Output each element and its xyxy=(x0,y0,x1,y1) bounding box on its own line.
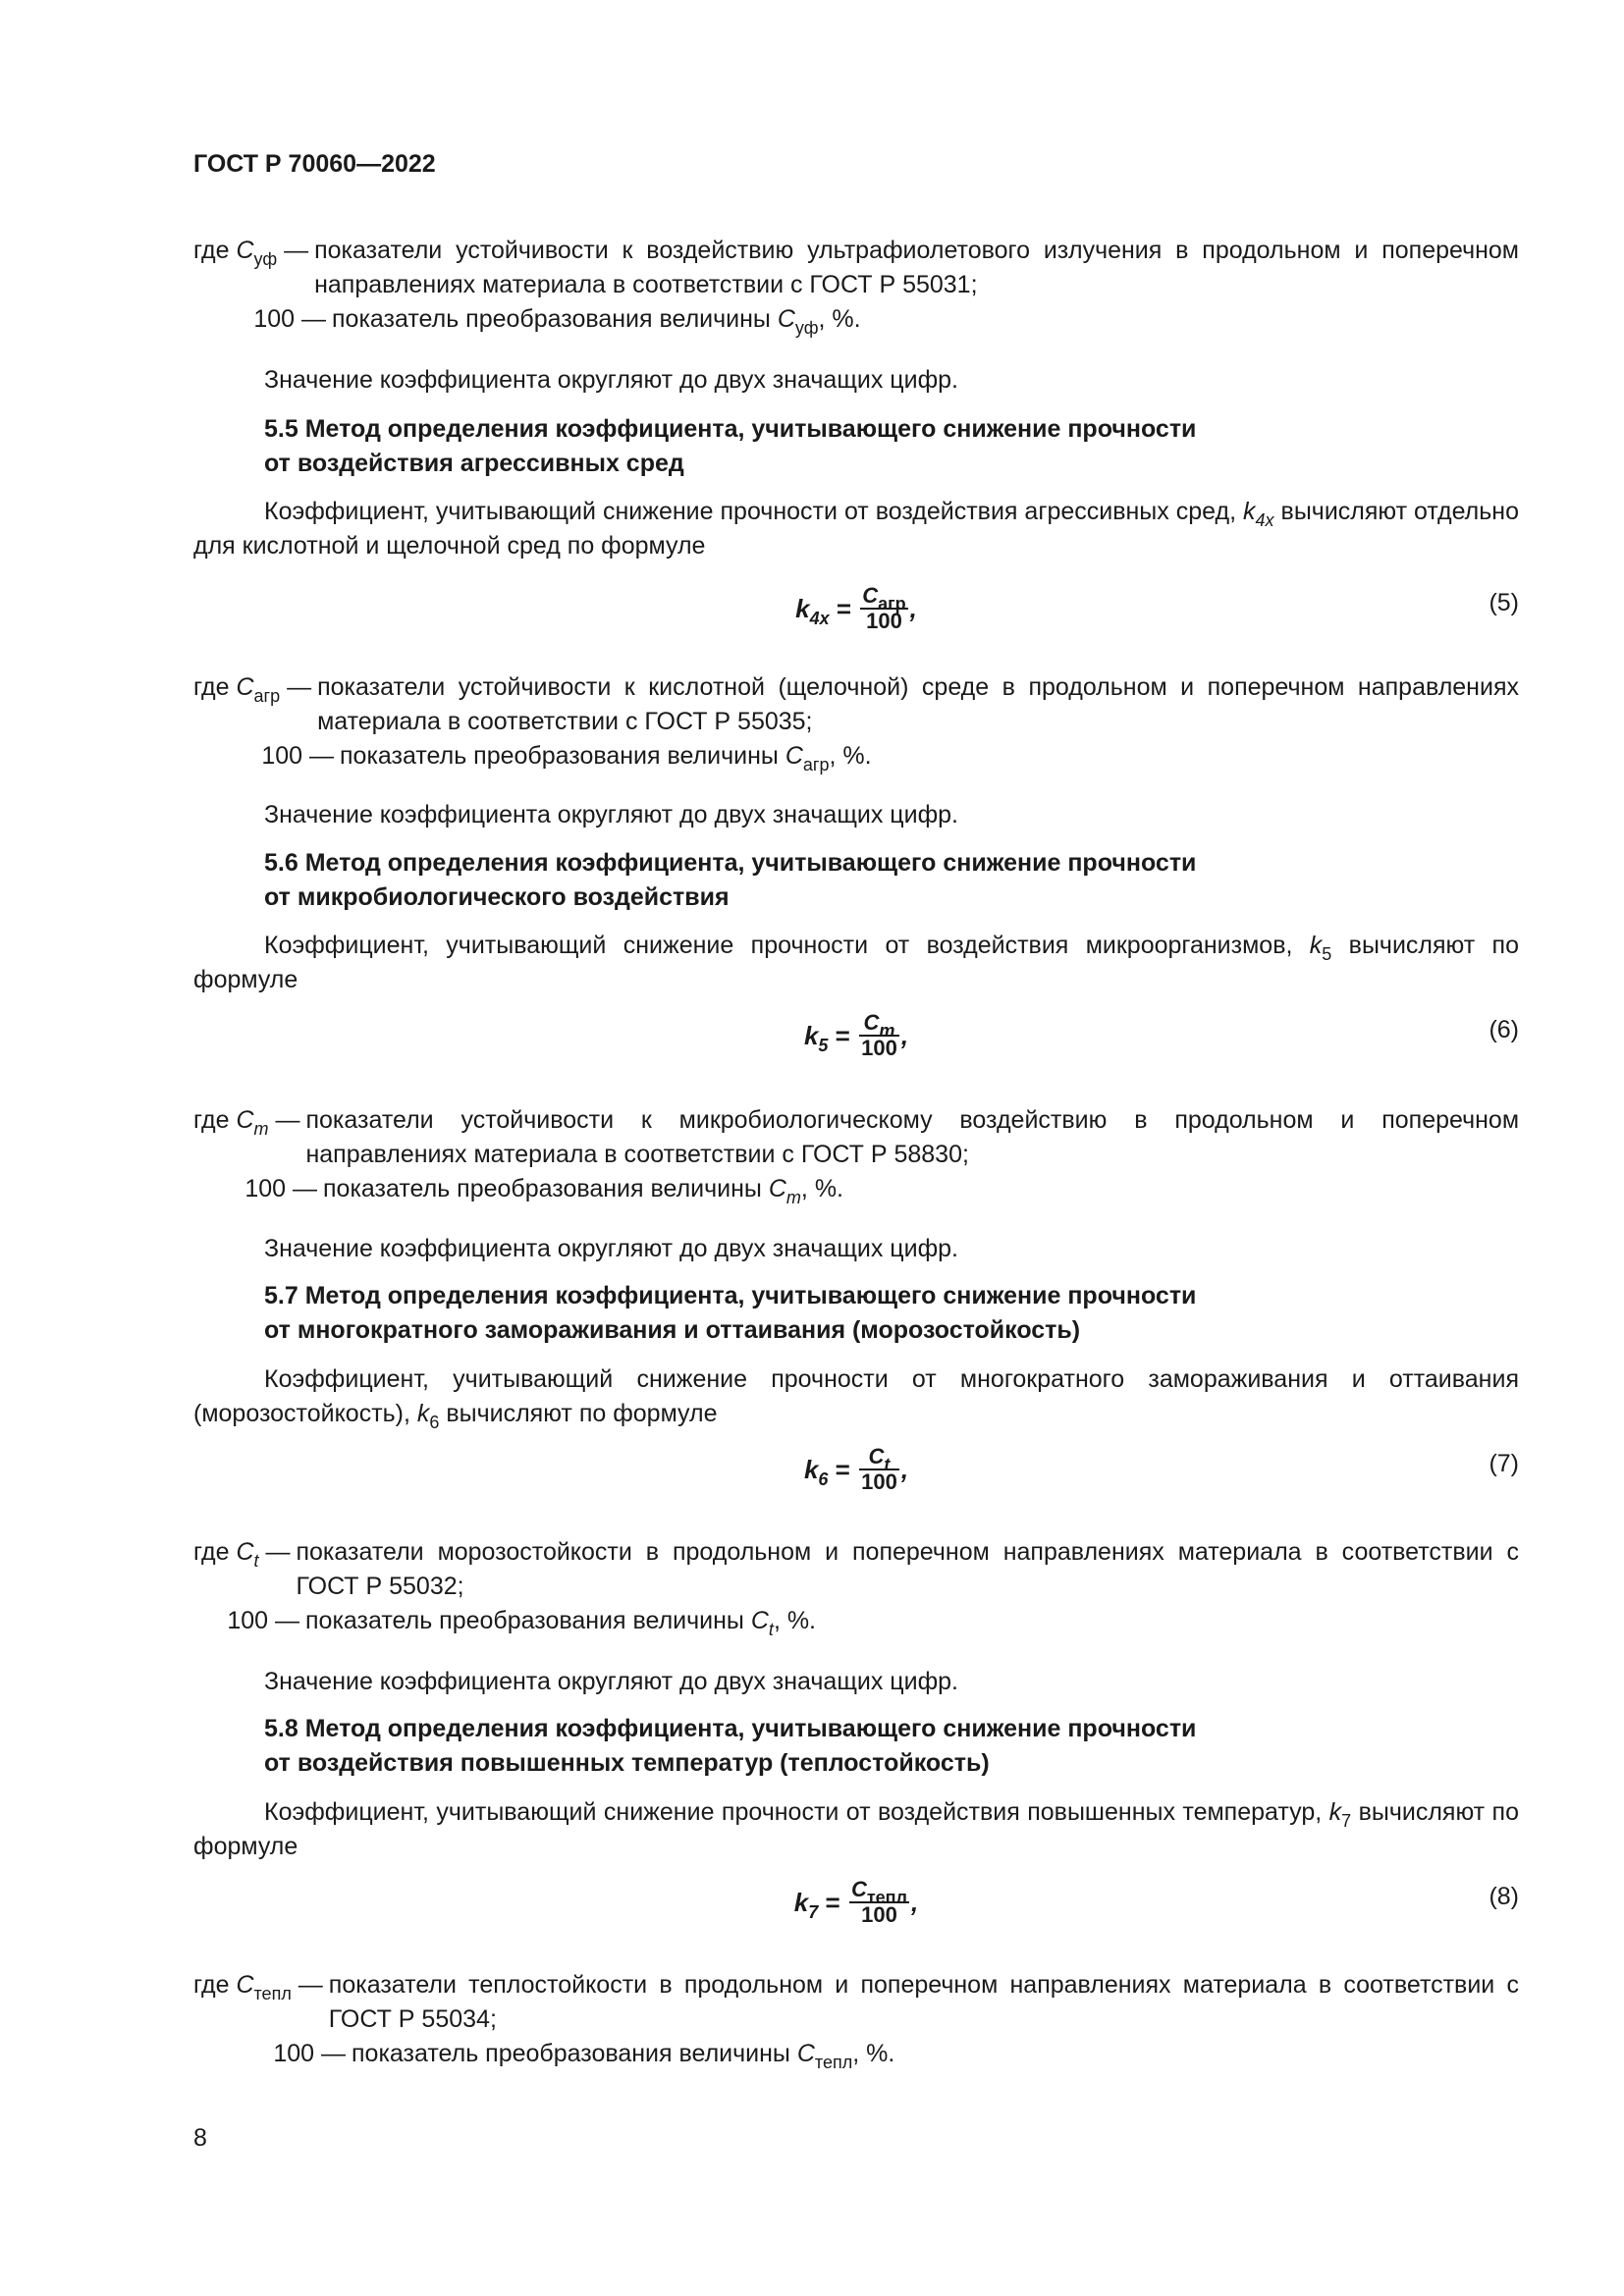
definition-row xyxy=(193,1968,1519,2037)
definition-text: показатель преобразования величины $C_{агр}$, %. xyxy=(340,742,872,774)
formula-5 xyxy=(193,584,1519,653)
formula-expression: $k_{4x}$ = $\frac{C_{агр}}{100}$ , xyxy=(795,583,917,633)
definition-text: показатель преобразования величины $C_{тепл}$, %. xyxy=(352,2040,895,2072)
definition-row xyxy=(193,234,1519,302)
definition-text: показатель преобразования величины $C_{уф}$, %. xyxy=(332,305,861,338)
definition-text: показатели теплостойкости в продольном и поперечном направлениях материала в соответствии с ГОСТ Р 55034; xyxy=(328,1971,1519,2033)
definition-row xyxy=(193,1604,1519,1638)
section-intro-5-7: Коэффициент, учитывающий снижение прочности от многократного замораживания и оттаивания (морозостойкость), $k_6$ вычисляют по формуле xyxy=(193,1365,1519,1432)
rounding-note: Значение коэффициента округляют до двух значащих цифр. xyxy=(264,1668,958,1695)
definition-text: показатели морозостойкости в продольном и поперечном направлениях материала в соответствии с ГОСТ Р 55032; xyxy=(296,1538,1519,1600)
definitions-5-5 xyxy=(193,670,1519,774)
formula-number: (6) xyxy=(1489,1016,1519,1043)
definition-text: показатели устойчивости к кислотной (щелочной) среде в продольном и поперечном направлениях материала в соответствии с ГОСТ Р 55035; xyxy=(317,673,1519,735)
definition-text: показатель преобразования величины $C_m$, %. xyxy=(323,1175,843,1207)
definition-label: где $C_{тепл}$ — xyxy=(193,1971,323,2003)
top-definitions xyxy=(193,234,1519,337)
formula-number: (8) xyxy=(1489,1883,1519,1910)
formula-expression: $k_6$ = $\frac{C_t}{100}$ , xyxy=(803,1444,909,1494)
formula-6 xyxy=(193,1011,1519,1080)
formula-8 xyxy=(193,1878,1519,1947)
formula-number: (7) xyxy=(1489,1450,1519,1477)
definition-label: 100 — xyxy=(273,2040,346,2067)
rounding-note: Значение коэффициента округляют до двух значащих цифр. xyxy=(264,801,958,828)
definition-row xyxy=(193,739,1519,774)
definition-label: 100 — xyxy=(244,1175,317,1202)
formula-number: (5) xyxy=(1489,589,1519,616)
definitions-5-8 xyxy=(193,1968,1519,2071)
rounding-note: Значение коэффициента округляют до двух значащих цифр. xyxy=(264,1235,958,1262)
definition-label: 100 — xyxy=(227,1607,299,1634)
rounding-note: Значение коэффициента округляют до двух значащих цифр. xyxy=(264,366,958,394)
definition-label: где $C_{агр}$ — xyxy=(193,673,312,706)
definitions-5-7 xyxy=(193,1535,1519,1638)
definition-row xyxy=(193,1103,1519,1172)
definitions-5-6 xyxy=(193,1103,1519,1206)
section-title-5-5: 5.5 Метод определения коэффициента, учитывающего снижение прочности от воздействия агрессивных сред xyxy=(264,415,1197,477)
section-title-5-8: 5.8 Метод определения коэффициента, учитывающего снижение прочности от воздействия повышенных температур (теплостойкость) xyxy=(264,1715,1197,1777)
definition-label: 100 — xyxy=(253,305,326,333)
definition-text: показатель преобразования величины $C_t$, %. xyxy=(305,1607,817,1639)
definition-row xyxy=(193,2037,1519,2071)
section-intro-5-6: Коэффициент, учитывающий снижение прочности от воздействия микроорганизмов, $k_5$ вычисляют по формуле xyxy=(193,932,1519,993)
section-intro-5-5: Коэффициент, учитывающий снижение прочности от воздействия агрессивных сред, $k_{4x}$ вычисляют отдельно для кислотной и щелочной сред по формуле xyxy=(193,498,1519,560)
section-intro-5-8: Коэффициент, учитывающий снижение прочности от воздействия повышенных температур, $k_7$ вычисляют по формуле xyxy=(193,1798,1519,1860)
document-header: ГОСТ Р 70060—2022 xyxy=(193,150,436,178)
definition-text: показатели устойчивости к воздействию ультрафиолетового излучения в продольном и поперечном направлениях материала в соответствии с ГОСТ Р 55031; xyxy=(314,237,1519,298)
formula-7 xyxy=(193,1445,1519,1514)
page-number: 8 xyxy=(193,2124,207,2152)
definition-text: показатели устойчивости к микробиологическому воздействию в продольном и поперечном направлениях материала в соответствии с ГОСТ Р 58830; xyxy=(305,1106,1519,1168)
section-title-5-6: 5.6 Метод определения коэффициента, учитывающего снижение прочности от микробиологического воздействия xyxy=(264,849,1197,911)
definition-label: где $C_t$ — xyxy=(193,1538,291,1571)
definition-label: где $C_m$ — xyxy=(193,1106,300,1139)
definition-row xyxy=(193,1172,1519,1206)
formula-expression: $k_7$ = $\frac{C_{тепл}}{100}$ , xyxy=(793,1877,919,1927)
formula-expression: $k_5$ = $\frac{C_m}{100}$ , xyxy=(803,1010,909,1060)
definition-label: 100 — xyxy=(261,742,334,770)
definition-label: где $C_{уф}$ — xyxy=(193,237,309,269)
definition-row xyxy=(193,1535,1519,1604)
definition-row xyxy=(193,302,1519,337)
section-title-5-7: 5.7 Метод определения коэффициента, учитывающего снижение прочности от многократного замораживания и оттаивания (морозостойкость) xyxy=(264,1282,1197,1344)
definition-row xyxy=(193,670,1519,739)
